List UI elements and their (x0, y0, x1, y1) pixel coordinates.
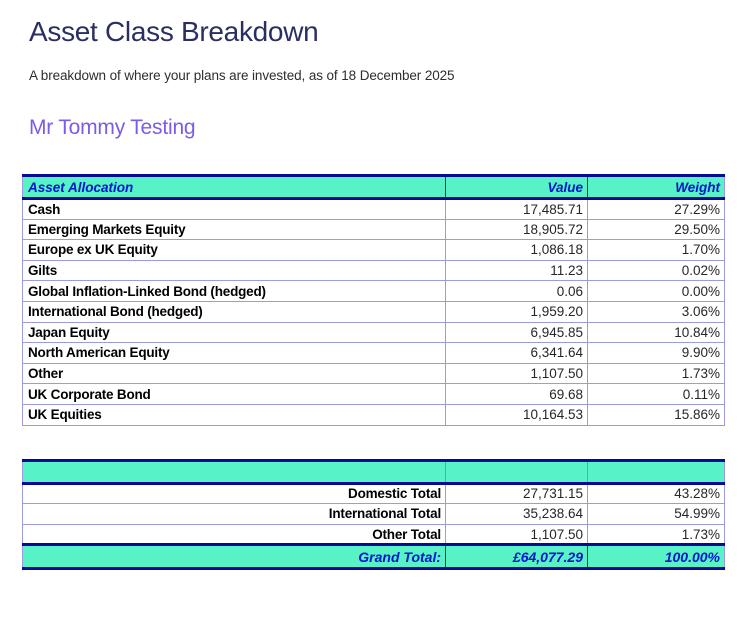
total-value-cell: 1,107.50 (446, 524, 588, 545)
total-weight-cell: 1.73% (588, 524, 725, 545)
total-weight-cell: 54.99% (588, 504, 725, 525)
table-row (23, 199, 725, 220)
page-title: Asset Class Breakdown (29, 16, 319, 47)
report-page (0, 16, 739, 625)
table-row (23, 240, 725, 261)
asset-name-cell: International Bond (hedged) (23, 301, 446, 322)
table-row (23, 524, 725, 545)
table-row (23, 322, 725, 343)
table-row (23, 363, 725, 384)
totals-header-cell-empty (588, 460, 725, 483)
asset-weight-cell: 1.70% (588, 240, 725, 261)
asset-value-cell: 1,107.50 (446, 363, 588, 384)
table-row (23, 504, 725, 525)
column-header-weight: Weight (588, 176, 725, 199)
table-row (23, 343, 725, 364)
asset-value-cell: 6,945.85 (446, 322, 588, 343)
asset-weight-cell: 15.86% (588, 404, 725, 425)
asset-weight-cell: 0.00% (588, 281, 725, 302)
grand-total-value: £64,077.29 (446, 545, 588, 569)
column-header-asset-allocation: Asset Allocation (23, 176, 446, 199)
totals-header-row (23, 460, 725, 483)
allocation-table (22, 174, 725, 426)
column-header-value: Value (446, 176, 588, 199)
total-value-cell: 35,238.64 (446, 504, 588, 525)
asset-weight-cell: 0.02% (588, 260, 725, 281)
asset-name-cell: Cash (23, 199, 446, 220)
table-row (23, 404, 725, 425)
asset-name-cell: Gilts (23, 260, 446, 281)
asset-value-cell: 69.68 (446, 384, 588, 405)
table-row (23, 260, 725, 281)
asset-weight-cell: 9.90% (588, 343, 725, 364)
asset-value-cell: 17,485.71 (446, 199, 588, 220)
totals-header-cell-empty (446, 460, 588, 483)
table-row (23, 384, 725, 405)
table-row (23, 281, 725, 302)
asset-weight-cell: 29.50% (588, 219, 725, 240)
client-name: Mr Tommy Testing (29, 116, 196, 139)
asset-value-cell: 11.23 (446, 260, 588, 281)
total-label-cell: Other Total (23, 524, 446, 545)
asset-weight-cell: 10.84% (588, 322, 725, 343)
asset-name-cell: UK Equities (23, 404, 446, 425)
asset-name-cell: Global Inflation-Linked Bond (hedged) (23, 281, 446, 302)
table-row (23, 483, 725, 504)
asset-name-cell: Emerging Markets Equity (23, 219, 446, 240)
asset-weight-cell: 0.11% (588, 384, 725, 405)
totals-header-cell-empty (23, 460, 446, 483)
total-value-cell: 27,731.15 (446, 483, 588, 504)
total-label-cell: International Total (23, 504, 446, 525)
total-weight-cell: 43.28% (588, 483, 725, 504)
asset-name-cell: UK Corporate Bond (23, 384, 446, 405)
page-subtitle: A breakdown of where your plans are invested, as of 18 December 2025 (29, 68, 455, 83)
asset-weight-cell: 1.73% (588, 363, 725, 384)
table-row (23, 219, 725, 240)
asset-value-cell: 10,164.53 (446, 404, 588, 425)
asset-value-cell: 0.06 (446, 281, 588, 302)
total-label-cell: Domestic Total (23, 483, 446, 504)
asset-value-cell: 1,086.18 (446, 240, 588, 261)
asset-value-cell: 6,341.64 (446, 343, 588, 364)
grand-total-row (23, 545, 725, 569)
table-row (23, 301, 725, 322)
totals-table (22, 459, 725, 571)
asset-name-cell: Europe ex UK Equity (23, 240, 446, 261)
grand-total-label: Grand Total: (23, 545, 446, 569)
asset-value-cell: 1,959.20 (446, 301, 588, 322)
asset-value-cell: 18,905.72 (446, 219, 588, 240)
asset-name-cell: Other (23, 363, 446, 384)
asset-name-cell: Japan Equity (23, 322, 446, 343)
asset-name-cell: North American Equity (23, 343, 446, 364)
asset-weight-cell: 27.29% (588, 199, 725, 220)
allocation-header-row (23, 176, 725, 199)
asset-weight-cell: 3.06% (588, 301, 725, 322)
grand-total-weight: 100.00% (588, 545, 725, 569)
